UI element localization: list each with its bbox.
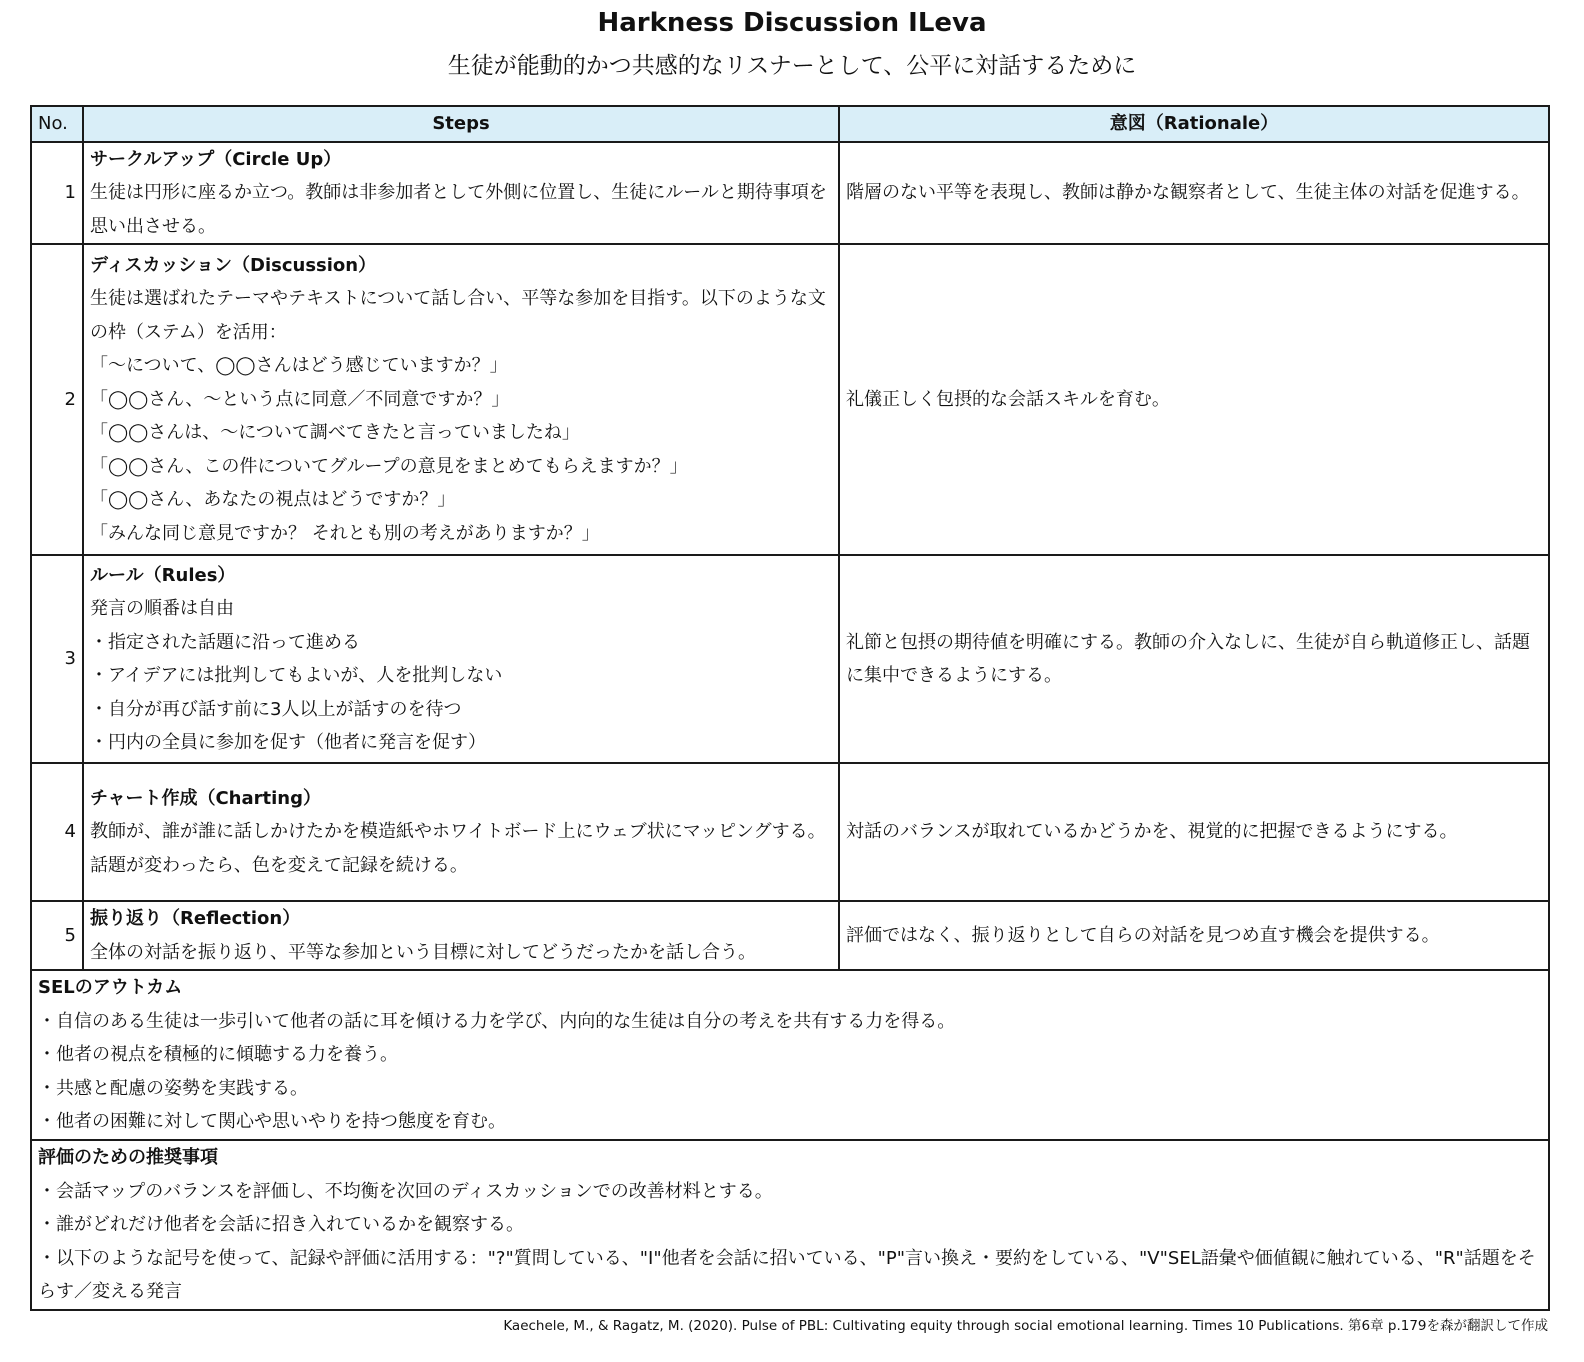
table-row bbox=[31, 244, 1549, 555]
rationale-cell: 評価ではなく、振り返りとして自らの対話を見つめ直す機会を提供する。 bbox=[839, 901, 1549, 970]
rationale-cell: 礼節と包摂の期待値を明確にする。教師の介入なしに、生徒が自ら軌道修正し、話題に集中できるようにする。 bbox=[839, 555, 1549, 763]
table-row bbox=[31, 901, 1549, 970]
header-steps: Steps bbox=[83, 106, 839, 142]
row-number: 2 bbox=[31, 244, 83, 555]
sel-outcomes-row bbox=[31, 970, 1549, 1140]
step-text: ・自分が再び話す前に3人以上が話すのを待つ bbox=[90, 698, 462, 720]
step-text: 「みんな同じ意見ですか？ それとも別の考えがありますか？」 bbox=[90, 522, 600, 544]
sel-item: ・他者の視点を積極的に傾聴する力を養う。 bbox=[38, 1044, 398, 1066]
citation: Kaechele, M., & Ragatz, M. (2020). Pulse of PBL: Cultivating equity through social emotional learning. Times 10 Publications. 第6章 p.179を森が翻訳して作成 bbox=[503, 1318, 1548, 1334]
step-text: 生徒は円形に座るか立つ。教師は非参加者として外側に位置し、生徒にルールと期待事項を思い出させる。 bbox=[90, 182, 827, 237]
sel-item: ・共感と配慮の姿勢を実践する。 bbox=[38, 1077, 308, 1099]
step-cell bbox=[83, 555, 839, 763]
sel-outcomes-cell bbox=[31, 970, 1549, 1140]
step-cell bbox=[83, 244, 839, 555]
step-text: 生徒は選ばれたテーマやテキストについて話し合い、平等な参加を目指す。以下のような文の枠（ステム）を活用： bbox=[90, 288, 826, 343]
assessment-heading: 評価のための推奨事項 bbox=[38, 1147, 218, 1168]
page-subtitle: 生徒が能動的かつ共感的なリスナーとして、公平に対話するために bbox=[447, 53, 1137, 79]
step-title: ルール（Rules） bbox=[90, 564, 236, 586]
step-text: 「～について、◯◯さんはどう感じていますか？」 bbox=[90, 355, 508, 377]
sel-item: ・他者の困難に対して関心や思いやりを持つ態度を育む。 bbox=[38, 1111, 506, 1133]
assessment-item: ・以下のような記号を使って、記録や評価に活用する："?"質問している、"I"他者を会話に招いている、"P"言い換え・要約をしている、"V"SEL語彙や価値観に触れている、"R"話題をそらす／変える発言 bbox=[38, 1247, 1536, 1302]
assessment-item: ・誰がどれだけ他者を会話に招き入れているかを観察する。 bbox=[38, 1214, 524, 1235]
row-number: 4 bbox=[31, 763, 83, 901]
assessment-row bbox=[31, 1140, 1549, 1310]
step-text: ・指定された話題に沿って進める bbox=[90, 631, 360, 653]
rationale-cell: 対話のバランスが取れているかどうかを、視覚的に把握できるようにする。 bbox=[839, 763, 1549, 901]
step-text: 「◯◯さん、この件についてグループの意見をまとめてもらえますか？」 bbox=[90, 455, 688, 477]
sel-item: ・自信のある生徒は一歩引いて他者の話に耳を傾ける力を学び、内向的な生徒は自分の考えを共有する力を得る。 bbox=[38, 1010, 956, 1032]
header-rationale: 意図（Rationale） bbox=[839, 106, 1549, 142]
step-title: 振り返り（Reflection） bbox=[90, 908, 301, 929]
table-header-row bbox=[31, 106, 1549, 142]
step-text: ・円内の全員に参加を促す（他者に発言を促す） bbox=[90, 732, 486, 753]
step-text: 全体の対話を振り返り、平等な参加という目標に対してどうだったかを話し合う。 bbox=[90, 941, 756, 963]
step-title: サークルアップ（Circle Up） bbox=[90, 148, 342, 170]
step-text: 「◯◯さん、あなたの視点はどうですか？」 bbox=[90, 489, 456, 511]
assessment-cell bbox=[31, 1140, 1549, 1310]
step-text: ・アイデアには批判してもよいが、人を批判しない bbox=[90, 665, 503, 686]
row-number: 3 bbox=[31, 555, 83, 763]
table-row bbox=[31, 555, 1549, 763]
rationale-cell: 礼儀正しく包摂的な会話スキルを育む。 bbox=[839, 244, 1549, 555]
sel-heading: SELのアウトカム bbox=[38, 977, 183, 999]
row-number: 5 bbox=[31, 901, 83, 970]
rationale-cell: 階層のない平等を表現し、教師は静かな観察者として、生徒主体の対話を促進する。 bbox=[839, 142, 1549, 245]
page-title: Harkness Discussion ILeva bbox=[597, 8, 987, 38]
step-cell bbox=[83, 901, 839, 970]
step-cell bbox=[83, 763, 839, 901]
steps-table bbox=[30, 105, 1550, 1311]
step-cell bbox=[83, 142, 839, 245]
assessment-item: ・会話マップのバランスを評価し、不均衡を次回のディスカッションでの改善材料とする。 bbox=[38, 1180, 773, 1202]
step-text: 「◯◯さん、～という点に同意／不同意ですか？」 bbox=[90, 388, 510, 410]
step-text: 発言の順番は自由 bbox=[90, 598, 234, 619]
step-text: 「◯◯さんは、～について調べてきたと言っていましたね」 bbox=[90, 422, 580, 444]
step-title: ディスカッション（Discussion） bbox=[90, 254, 377, 276]
step-text: 教師が、誰が誰に話しかけたかを模造紙やホワイトボード上にウェブ状にマッピングする。 bbox=[90, 821, 826, 843]
step-title: チャート作成（Charting） bbox=[90, 787, 321, 809]
step-text: 話題が変わったら、色を変えて記録を続ける。 bbox=[90, 854, 468, 876]
row-number: 1 bbox=[31, 142, 83, 245]
header-no: No. bbox=[31, 106, 83, 142]
table-row bbox=[31, 142, 1549, 245]
table-row bbox=[31, 763, 1549, 901]
